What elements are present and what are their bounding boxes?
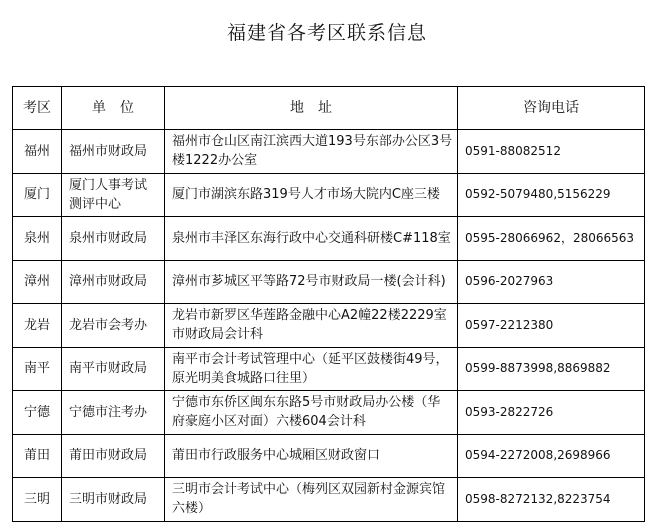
address-cell: 漳州市芗城区平等路72号市财政局一楼(会计科) [165, 260, 458, 304]
address-cell: 宁德市东侨区闽东东路5号市财政局办公楼（华府豪庭小区对面）六楼604会计科 [165, 391, 458, 435]
phone-cell: 0592-5079480,5156229 [458, 173, 645, 217]
unit-cell: 莆田市财政局 [62, 434, 165, 478]
page-title: 福建省各考区联系信息 [226, 22, 427, 44]
phone-cell: 0596-2027963 [458, 260, 645, 304]
unit-cell: 厦门人事考试测评中心 [62, 173, 165, 217]
area-cell: 福州 [13, 130, 62, 174]
unit-cell: 三明市财政局 [62, 478, 165, 522]
address-cell: 龙岩市新罗区华莲路金融中心A2幢22楼2229室 市财政局会计科 [165, 304, 458, 348]
table-row [13, 478, 645, 522]
phone-cell: 0595-28066962，28066563 [458, 217, 645, 261]
area-cell: 漳州 [13, 260, 62, 304]
unit-cell: 宁德市注考办 [62, 391, 165, 435]
address-cell: 南平市会计考试管理中心（延平区鼓楼街49号，原光明美食城路口往里） [165, 347, 458, 391]
area-cell: 宁德 [13, 391, 62, 435]
phone-cell: 0597-2212380 [458, 304, 645, 348]
table-row [13, 347, 645, 391]
unit-cell: 龙岩市会考办 [62, 304, 165, 348]
phone-cell: 0591-88082512 [458, 130, 645, 174]
phone-cell: 0593-2822726 [458, 391, 645, 435]
header-row [13, 87, 645, 130]
phone-cell: 0598-8272132,8223754 [458, 478, 645, 522]
table-row [13, 173, 645, 217]
address-cell: 福州市仓山区南江滨西大道193号东部办公区3号楼1222办公室 [165, 130, 458, 174]
area-cell: 泉州 [13, 217, 62, 261]
unit-cell: 福州市财政局 [62, 130, 165, 174]
unit-cell: 漳州市财政局 [62, 260, 165, 304]
area-cell: 南平 [13, 347, 62, 391]
table-row [13, 304, 645, 348]
address-cell: 厦门市湖滨东路319号人才市场大院内C座三楼 [165, 173, 458, 217]
header-unit: 单 位 [62, 87, 165, 130]
unit-cell: 南平市财政局 [62, 347, 165, 391]
phone-cell: 0599-8873998,8869882 [458, 347, 645, 391]
contact-table [12, 86, 645, 522]
area-cell: 莆田 [13, 434, 62, 478]
phone-cell: 0594-2272008,2698966 [458, 434, 645, 478]
area-cell: 厦门 [13, 173, 62, 217]
table-row [13, 130, 645, 174]
table-row [13, 217, 645, 261]
area-cell: 龙岩 [13, 304, 62, 348]
table-row [13, 391, 645, 435]
header-area: 考区 [13, 87, 62, 130]
address-cell: 三明市会计考试中心（梅列区双园新村金源宾馆六楼） [165, 478, 458, 522]
table-row [13, 434, 645, 478]
table-row [13, 260, 645, 304]
header-address: 地 址 [165, 87, 458, 130]
unit-cell: 泉州市财政局 [62, 217, 165, 261]
area-cell: 三明 [13, 478, 62, 522]
address-cell: 莆田市行政服务中心城厢区财政窗口 [165, 434, 458, 478]
header-phone: 咨询电话 [458, 87, 645, 130]
address-cell: 泉州市丰泽区东海行政中心交通科研楼C#118室 [165, 217, 458, 261]
